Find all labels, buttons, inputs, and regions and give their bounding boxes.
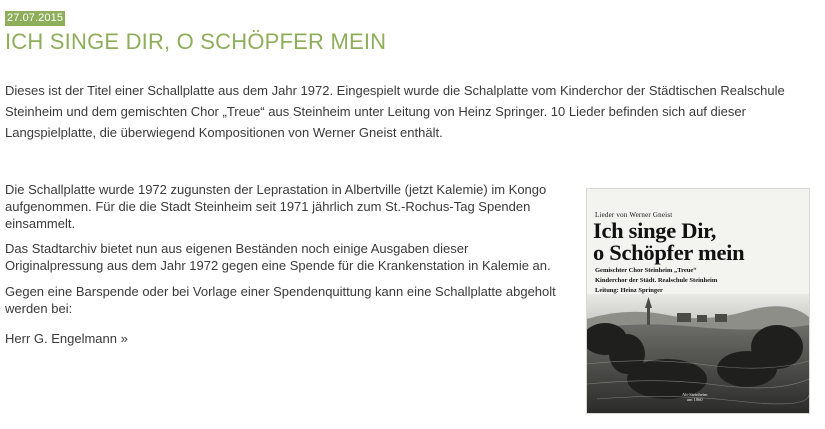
- cover-bottom-line-2: um 1860: [686, 397, 703, 402]
- body-text: [5, 181, 560, 347]
- cover-title-line-1: Ich singe Dir,: [593, 218, 717, 243]
- paragraph-barspende: Gegen eine Barspende oder bei Vorlage einer Spendenquittung kann eine Schallplatte abgeholt werden bei:: [5, 284, 556, 316]
- paragraph-leprastation: Die Schallplatte wurde 1972 zugunsten der Leprastation in Albertville (jetzt Kalemie) im Kongo aufgenommen. Für die die Stadt Steinheim seit 1971 jährlich zum St.-Rochus-Tag Spenden einsammelt.: [5, 182, 547, 231]
- cover-subtitle: Lieder von Werner Gneist: [595, 211, 673, 219]
- page-title: ICH SINGE DIR, O SCHÖPFER MEIN: [5, 29, 387, 54]
- cover-title-line-2: o Schöpfer mein: [593, 240, 745, 265]
- paragraph-stadtarchiv: Das Stadtarchiv bietet nun aus eigenen Beständen noch einige Ausgaben dieser Originalpressung aus dem Jahr 1972 gegen eine Spende für die Krankenstation in Kalemie an.: [5, 241, 551, 273]
- record-cover-image: [586, 188, 810, 414]
- date-badge: 27.07.2015: [7, 12, 64, 24]
- cover-title: [593, 220, 744, 264]
- cover-bottom-line-1: Alt-Steinheim: [682, 392, 708, 397]
- cover-bottom-caption: [682, 392, 708, 402]
- contact-paragraph: [5, 330, 560, 347]
- cover-line-kinderchor: Kinderchor der Städt. Realschule Steinheim: [595, 277, 718, 284]
- contact-link[interactable]: Herr G. Engelmann »: [5, 331, 128, 346]
- intro-paragraph: Dieses ist der Titel einer Schallplatte aus dem Jahr 1972. Eingespielt wurde die Schalplatte vom Kinderchor der Städtischen Realschule Steinheim und dem gemischten Chor „Treue“ aus Steinheim unter Leitung von Heinz Springer. 10 Lieder befinden sich auf dieser Langspielplatte, die überwiegend Kompositionen von Werner Gneist enthält.: [5, 83, 785, 140]
- article-body: [5, 181, 820, 402]
- article: [5, 8, 820, 402]
- cover-line-choir: Gemischter Chor Steinheim „Treue“: [595, 267, 697, 274]
- cover-line-leitung: Leitung: Heinz Springer: [595, 287, 663, 294]
